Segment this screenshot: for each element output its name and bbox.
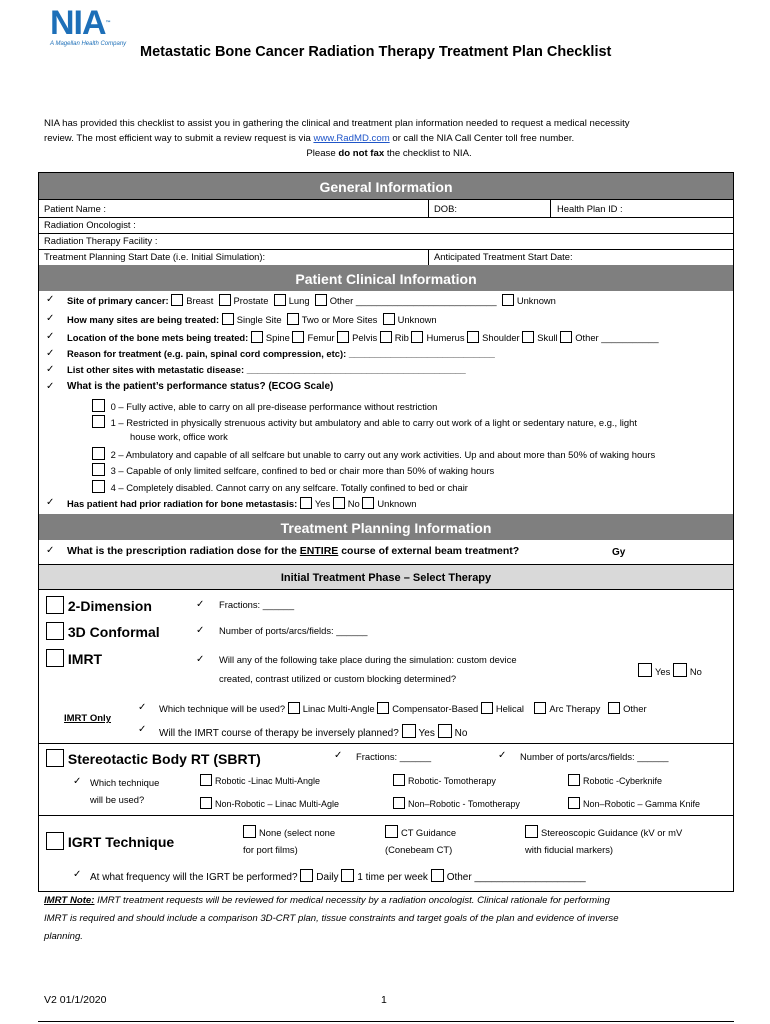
- option-label: Stereotactic Body RT (SBRT): [67, 751, 261, 767]
- planning-info-heading: Treatment Planning Information: [39, 514, 733, 540]
- ecog-option-4: [92, 480, 468, 493]
- option-label: No: [347, 498, 360, 509]
- igrt-stereo-option: [525, 825, 682, 838]
- facility-field[interactable]: Radiation Therapy Facility :: [44, 235, 158, 246]
- checkbox-nonrobotic-gamma[interactable]: [568, 797, 580, 809]
- option-label: Non–Robotic – Gamma Knife: [583, 799, 701, 809]
- note-text: IMRT treatment requests will be reviewed for medical necessity by a radiation oncologist. Clinical rationale for performing: [94, 895, 610, 906]
- sbrt-opt-robotic-cyberknife: [568, 774, 662, 786]
- intro-text: or call the NIA Call Center toll free number.: [389, 133, 575, 144]
- do-not-fax: do not fax: [338, 148, 385, 159]
- logo-text: NIA: [50, 4, 106, 42]
- checkbox-breast[interactable]: [171, 294, 183, 306]
- divider: [39, 249, 733, 250]
- option-label: 2 – Ambulatory and capable of all selfcare but unable to carry out any work activities. Up and about more than 50% of waking hours: [110, 449, 656, 460]
- checkbox-ecog-4[interactable]: [92, 480, 105, 493]
- option-label: CT Guidance: [401, 827, 457, 838]
- option-label: Unknown: [516, 295, 556, 306]
- 3d-ports-field[interactable]: Number of ports/arcs/fields: ______: [219, 625, 368, 636]
- sbrt-opt-robotic-tomo: [393, 774, 496, 786]
- dose-entire: ENTIRE: [299, 545, 339, 557]
- footer-rule: [38, 1021, 734, 1022]
- checkbox-inverse-yes[interactable]: [402, 724, 416, 738]
- checkbox-prior-yes[interactable]: [300, 497, 312, 509]
- igrt-row: [46, 832, 174, 850]
- nia-logo: [50, 6, 134, 50]
- option-label: Non–Robotic - Tomotherapy: [408, 799, 520, 809]
- option-label: Yes: [655, 666, 671, 677]
- other-sites-field[interactable]: List other sites with metastatic disease: __________________________________________: [67, 364, 466, 375]
- sbrt-technique-label-1: Which technique: [90, 777, 160, 788]
- checkbox-prior-no[interactable]: [333, 497, 345, 509]
- version-label: V2 01/1/2020: [44, 994, 107, 1006]
- checkbox-other-location[interactable]: [560, 331, 572, 343]
- imrt-row: [46, 649, 102, 667]
- location-row: [67, 331, 659, 343]
- option-label: Pelvis: [352, 332, 378, 343]
- option-label: Spine: [265, 332, 290, 343]
- imrt-note: [44, 892, 734, 946]
- sbrt-technique-label-2: will be used?: [90, 794, 145, 805]
- site-label: Site of primary cancer:: [67, 295, 169, 306]
- site-row: [67, 294, 556, 306]
- checkmark-icon: ✓: [46, 331, 55, 342]
- option-label: Humerus: [426, 332, 465, 343]
- checkbox-imrt[interactable]: [46, 649, 64, 667]
- health-plan-id-field[interactable]: Health Plan ID :: [557, 203, 623, 214]
- checkbox-rib[interactable]: [380, 331, 392, 343]
- checkmark-icon: ✓: [46, 497, 55, 508]
- logo-trademark: ™: [105, 20, 110, 26]
- option-label: Prostate: [233, 295, 269, 306]
- igrt-none-option: [243, 825, 335, 838]
- option-label: Rib: [394, 332, 409, 343]
- checkbox-inverse-no[interactable]: [438, 724, 452, 738]
- checkbox-spine[interactable]: [251, 331, 263, 343]
- intro-text: the checklist to NIA.: [384, 148, 472, 159]
- inverse-label: Will the IMRT course of therapy be inversely planned?: [159, 728, 399, 739]
- checkbox-shoulder[interactable]: [467, 331, 479, 343]
- option-label: Femur: [307, 332, 335, 343]
- general-info-heading: General Information: [39, 173, 733, 199]
- checkbox-other-tech[interactable]: [608, 702, 620, 714]
- location-label: Location of the bone mets being treated:: [67, 332, 249, 343]
- prior-radiation-label: Has patient had prior radiation for bone metastasis:: [67, 498, 298, 509]
- option-label: Linac Multi-Angle: [302, 703, 375, 714]
- note-line-2: IMRT is required and should include a comparison 3D-CRT plan, tissue constraints and target goals of the plan and evidence of inverse: [44, 913, 619, 924]
- option-label: Other: [623, 703, 647, 714]
- checkbox-robotic-linac[interactable]: [200, 774, 212, 786]
- sbrt-opt-nonrobotic-linac: [200, 797, 339, 809]
- 2d-row: [46, 596, 152, 614]
- igrt-ct-option-cont: (Conebeam CT): [385, 844, 453, 855]
- igrt-stereo-option-cont: with fiducial markers): [525, 844, 614, 855]
- divider: [39, 233, 733, 234]
- divider: [550, 199, 551, 217]
- checkmark-icon: ✓: [138, 702, 147, 713]
- option-label: Single Site: [236, 314, 282, 325]
- checkbox-unknown-count[interactable]: [383, 313, 395, 325]
- option-label: Robotic -Linac Multi-Angle: [215, 776, 321, 786]
- checkbox-lung[interactable]: [274, 294, 286, 306]
- option-label: IMRT: [67, 651, 103, 667]
- checkbox-two-or-more[interactable]: [287, 313, 299, 325]
- checkmark-icon: ✓: [196, 625, 205, 636]
- dose-text: What is the prescription radiation dose for the: [67, 545, 300, 557]
- option-label: Unknown: [377, 498, 417, 509]
- planning-start-field[interactable]: Treatment Planning Start Date (i.e. Initial Simulation):: [44, 251, 266, 262]
- intro-line-2: [44, 131, 734, 146]
- gy-unit: Gy: [612, 547, 626, 558]
- sbrt-opt-nonrobotic-tomo: [393, 797, 520, 809]
- intro-paragraph: [44, 116, 734, 161]
- page-title: Metastatic Bone Cancer Radiation Therapy Treatment Plan Checklist: [140, 44, 612, 60]
- checkbox-igrt-stereo[interactable]: [525, 825, 538, 838]
- option-label: 3D Conformal: [67, 624, 160, 640]
- intro-text: Please: [306, 148, 339, 159]
- ecog-option-1: [92, 415, 637, 428]
- note-line-1: [44, 892, 734, 910]
- checkmark-icon: ✓: [46, 294, 55, 305]
- logo-tagline: A Magellan Health Company: [50, 41, 127, 47]
- checkbox-femur[interactable]: [292, 331, 304, 343]
- option-label: 2-Dimension: [67, 598, 152, 614]
- checkmark-icon: ✓: [73, 869, 82, 880]
- checkbox-nonrobotic-tomo[interactable]: [393, 797, 405, 809]
- checkbox-sim-no[interactable]: [673, 663, 687, 677]
- igrt-frequency-row: [90, 869, 586, 883]
- checkmark-icon: ✓: [334, 750, 343, 761]
- option-label: None (select none: [259, 827, 336, 838]
- sbrt-opt-nonrobotic-gamma: [568, 797, 700, 809]
- option-label: Shoulder: [482, 332, 520, 343]
- prior-radiation-row: [67, 497, 416, 509]
- option-label: Daily: [316, 872, 339, 883]
- checkbox-ecog-3[interactable]: [92, 463, 105, 476]
- option-label: 4 – Completely disabled. Cannot carry on any selfcare. Totally confined to bed or chair: [110, 482, 468, 493]
- checkmark-icon: ✓: [46, 313, 55, 324]
- checkbox-linac[interactable]: [288, 702, 300, 714]
- imrt-technique-row: [159, 702, 647, 714]
- simulation-question-1: Will any of the following take place during the simulation: custom device: [219, 654, 517, 665]
- dose-question: [67, 545, 519, 557]
- option-label: Non-Robotic – Linac Multi-Agle: [215, 799, 340, 809]
- sites-count-label: How many sites are being treated:: [67, 314, 220, 325]
- option-label: IGRT Technique: [67, 834, 175, 850]
- clinical-info-heading: Patient Clinical Information: [39, 265, 733, 291]
- checkbox-ecog-1[interactable]: [92, 415, 105, 428]
- checkmark-icon: ✓: [46, 381, 55, 392]
- option-label: Robotic- Tomotherapy: [408, 776, 496, 786]
- option-label: Helical: [495, 703, 524, 714]
- option-label: Breast: [186, 295, 214, 306]
- checkbox-helical[interactable]: [481, 702, 493, 714]
- option-label: No: [689, 666, 702, 677]
- checkmark-icon: ✓: [498, 750, 507, 761]
- option-label: Other ___________: [575, 332, 659, 343]
- checkbox-other-freq[interactable]: [431, 869, 444, 882]
- imrt-only-label: IMRT Only: [64, 713, 111, 724]
- sbrt-row: [46, 749, 261, 767]
- divider: [39, 199, 733, 200]
- divider: [39, 217, 733, 218]
- checkmark-icon: ✓: [196, 654, 205, 665]
- ecog-option-0: [92, 399, 437, 412]
- checkmark-icon: ✓: [138, 724, 147, 735]
- checkbox-ecog-0[interactable]: [92, 399, 105, 412]
- checkbox-arc[interactable]: [534, 702, 546, 714]
- checkbox-robotic-cyberknife[interactable]: [568, 774, 580, 786]
- note-line-3: planning.: [44, 931, 83, 942]
- intro-line-3: [44, 146, 734, 161]
- option-label: Arc Therapy: [549, 703, 601, 714]
- checkmark-icon: ✓: [196, 599, 205, 610]
- option-label: 1 time per week: [357, 872, 428, 883]
- 2d-fractions-field[interactable]: Fractions: ______: [219, 599, 295, 610]
- ecog-option-1-cont: house work, office work: [130, 431, 228, 442]
- technique-label: Which technique will be used?: [159, 703, 286, 714]
- sbrt-ports-field[interactable]: Number of ports/arcs/fields: ______: [520, 751, 669, 762]
- option-label: Two or More Sites: [301, 314, 378, 325]
- checkbox-single-site[interactable]: [222, 313, 234, 325]
- option-label: Yes: [314, 498, 331, 509]
- option-label: Other ____________________: [446, 872, 586, 883]
- page-number: 1: [381, 994, 387, 1006]
- anticipated-start-field[interactable]: Anticipated Treatment Start Date:: [434, 251, 573, 262]
- option-label: Skull: [537, 332, 558, 343]
- option-label: 1 – Restricted in physically strenuous activity but ambulatory and able to carry out work of a light or sedentary nature, e.g., light: [110, 417, 637, 428]
- ecog-option-3: [92, 463, 494, 476]
- simulation-answer: [638, 663, 702, 677]
- sbrt-fractions-field[interactable]: Fractions: ______: [356, 751, 432, 762]
- ecog-label: What is the patient’s performance status? (ECOG Scale): [67, 381, 334, 392]
- checkbox-other-site[interactable]: [315, 294, 327, 306]
- simulation-question-2: created, contrast utilized or custom blocking determined?: [219, 673, 457, 684]
- frequency-label: At what frequency will the IGRT be performed?: [90, 872, 298, 883]
- ecog-option-2: [92, 447, 655, 460]
- checkbox-nonrobotic-linac[interactable]: [200, 797, 212, 809]
- checkmark-icon: ✓: [46, 364, 55, 375]
- initial-phase-heading: Initial Treatment Phase – Select Therapy: [39, 564, 733, 590]
- checkbox-igrt-none[interactable]: [243, 825, 256, 838]
- intro-line-1: NIA has provided this checklist to assist you in gathering the clinical and treatment plan information needed to request a medical necessity: [44, 118, 630, 129]
- igrt-none-option-cont: for port films): [243, 844, 298, 855]
- dose-text: course of external beam treatment?: [338, 545, 520, 557]
- patient-name-field[interactable]: Patient Name :: [44, 203, 107, 214]
- 3d-row: [46, 622, 160, 640]
- radmd-link[interactable]: www.RadMD.com: [313, 133, 390, 144]
- checkbox-igrt[interactable]: [46, 832, 64, 850]
- intro-text: review. The most efficient way to submit a review request is via: [44, 133, 314, 144]
- checkmark-icon: ✓: [73, 776, 82, 787]
- checkbox-prostate[interactable]: [219, 294, 231, 306]
- option-label: Compensator-Based: [392, 703, 479, 714]
- igrt-ct-option: [385, 825, 456, 838]
- checkbox-humerus[interactable]: [411, 331, 423, 343]
- checkbox-prior-unknown[interactable]: [362, 497, 374, 509]
- oncologist-field[interactable]: Radiation Oncologist :: [44, 219, 136, 230]
- checkbox-sbrt[interactable]: [46, 749, 64, 767]
- divider: [428, 249, 429, 265]
- checkbox-daily[interactable]: [300, 869, 313, 882]
- divider: [39, 743, 733, 744]
- checkbox-skull[interactable]: [522, 331, 534, 343]
- checkbox-weekly[interactable]: [341, 869, 354, 882]
- option-label: No: [454, 728, 468, 739]
- option-label: 0 – Fully active, able to carry on all pre-disease performance without restriction: [110, 401, 438, 412]
- checkbox-ecog-2[interactable]: [92, 447, 105, 460]
- checkbox-pelvis[interactable]: [337, 331, 349, 343]
- checkbox-3d-conformal[interactable]: [46, 622, 64, 640]
- option-label: Stereoscopic Guidance (kV or mV: [541, 827, 683, 838]
- option-label: Robotic -Cyberknife: [583, 776, 663, 786]
- checkbox-2d[interactable]: [46, 596, 64, 614]
- dob-field[interactable]: DOB:: [434, 203, 457, 214]
- option-label: Lung: [288, 295, 310, 306]
- checkbox-robotic-tomo[interactable]: [393, 774, 405, 786]
- reason-field[interactable]: Reason for treatment (e.g. pain, spinal cord compression, etc): ____________________________: [67, 348, 495, 359]
- inverse-row: [159, 724, 467, 739]
- option-label: Other ___________________________: [329, 295, 497, 306]
- sbrt-opt-robotic-linac: [200, 774, 320, 786]
- option-label: Unknown: [397, 314, 437, 325]
- checkbox-sim-yes[interactable]: [638, 663, 652, 677]
- option-label: 3 – Capable of only limited selfcare, confined to bed or chair more than 50% of waking hours: [110, 465, 495, 476]
- divider: [428, 199, 429, 217]
- checkbox-unknown-site[interactable]: [502, 294, 514, 306]
- sites-count-row: [67, 313, 437, 325]
- checkbox-compensator[interactable]: [377, 702, 389, 714]
- divider: [39, 815, 733, 816]
- option-label: Yes: [418, 728, 435, 739]
- checkbox-igrt-ct[interactable]: [385, 825, 398, 838]
- checkmark-icon: ✓: [46, 545, 55, 556]
- note-label: IMRT Note:: [44, 895, 95, 906]
- checkmark-icon: ✓: [46, 348, 55, 359]
